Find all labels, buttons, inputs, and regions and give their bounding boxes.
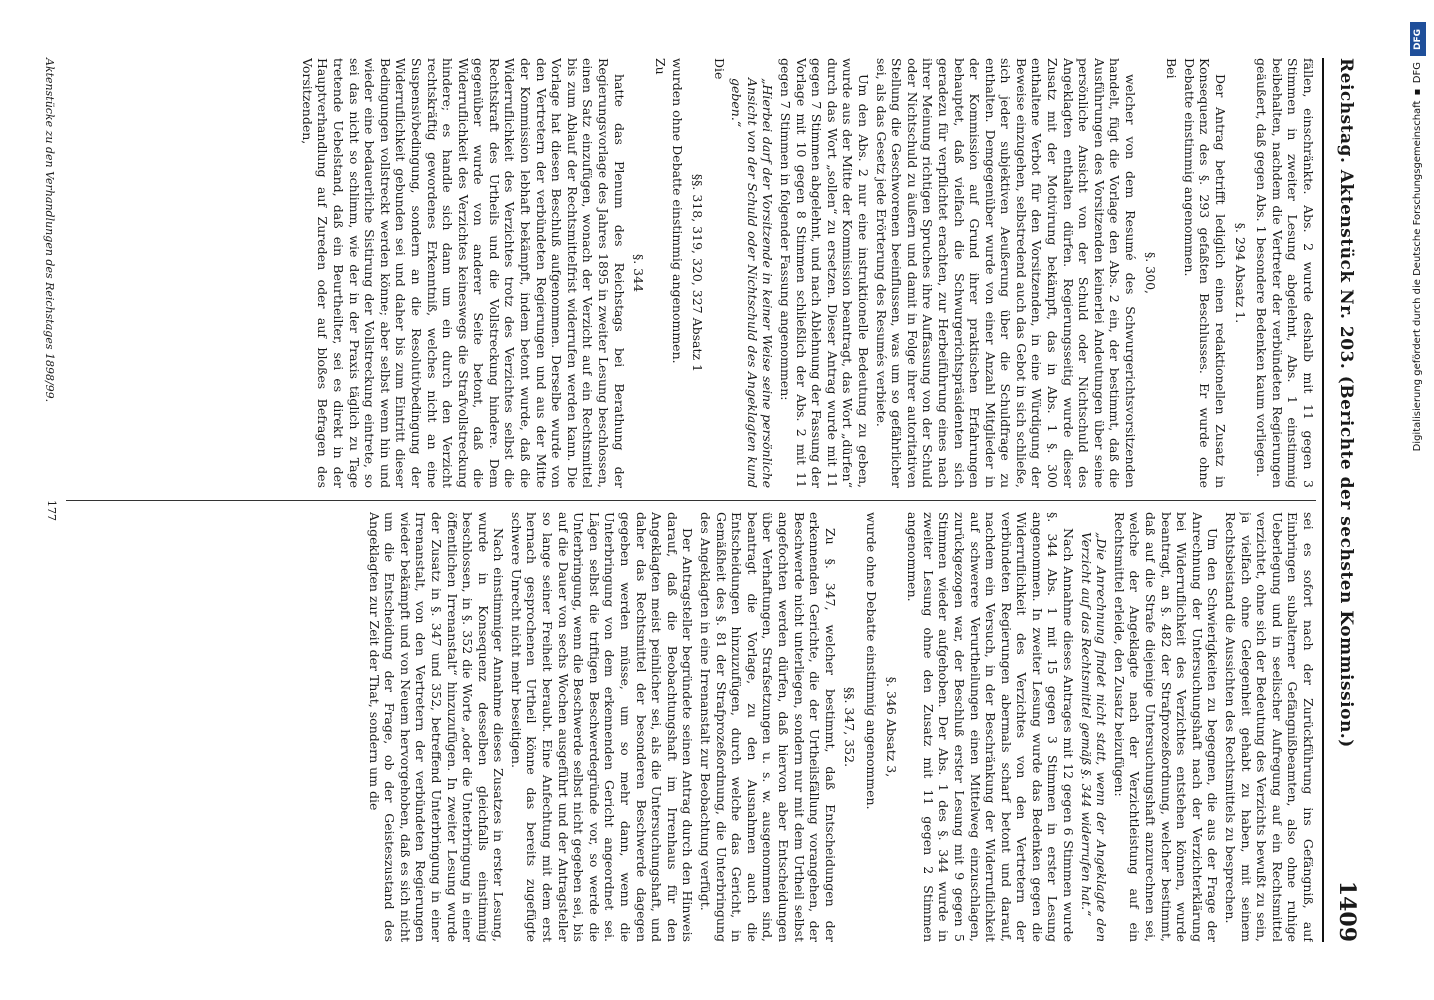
paragraph: Der Antragsteller begründete seinen Antrag durch den Hinweis darauf, daß die Beobachtungshaft im Irrenhaus für den Angeklagten meist peinlicher sei, als die Untersuchungshaft, und daher das Rechtsmittel der besonderen Beschwerde dagegen gegeben werden müsse, um so mehr dann, wenn die Unterbringung von dem erkennenden Gericht angeordnet sei. Lägen selbst die triftigen Beschwerdegründe vor, so werde die Unterbringung, wenn die Beschwerde selbst nicht gegeben sei, bis auf die Dauer von sechs Wochen ausgeführt und der Antragsteller so lange seiner Freiheit beraubt. Eine Anfechtung mit dem erst hernach gesprochenen Urtheil könne das bereits zugefügte schwere Unrecht nicht mehr beseitigen. xyxy=(508,512,696,942)
paragraph: wurden ohne Debatte einstimmig angenommen. xyxy=(670,58,686,364)
paragraph: Zu §. 347, welcher bestimmt, daß Entscheidungen der erkennenden Gerichte, die der Urtheilsfällung vorangehen, der Beschwerde nicht unterliegen, sondern nur mit dem Urtheil selbst angefochten werden dürfen, daß hiervon aber Entscheidungen über Verhaftungen, Strafsetzungen u. s. w. ausgenommen sind, beantragt die Vorlage, zu den Ausnahmen auch die Entscheidungen hinzuzufügen, durch welche das Gericht, in Gemäßheit des §. 81 der Strafprozeßordnung, die Unterbringung des Angeklagten in eine Irrenanstalt zur Beobachtung verfügt. xyxy=(698,512,838,942)
paragraph: welcher von dem Resumé des Schwurgerichtsvorsitzenden handelt, fügt die Vorlage den Abs. 2 ein, der bestimmt, daß die Ausführungen des Vorsitzenden keinerlei Andeutungen über seine persönliche Ansicht von der Schuld oder Nichtschuld des Angeklagten enthalten dürfen. Regierungsseitig wurde dieser Zusatz mit der Motivirung bekämpft, das in Abs. 1 §. 300 enthaltene Verbot für den Vorsitzenden, in eine Würdigung der Beweise einzugehen, selbstredend auch das Gebot in sich schließe, sich jeder subjektiven Aeußerung über die Schuldfrage zu enthalten. Demgegenüber wurde von einer Anzahl Mitglieder in der Kommission auf Grund ihrer praktischen Erfahrungen behauptet, daß vielfach die Schwurgerichtspräsidenten sich geradezu für verpflichtet erachten, zur Herbeiführung eines nach ihrer Meinung richtigen Spruches ihre Auffassung von der Schuld oder Nichtschuld zu äußern und damit in Folge ihrer autoritativen Stellung die Geschworenen beeinflussen, was um so gefährlicher sei, als das Gesetz jede Erörterung des Resumés verbiete. xyxy=(873,58,1139,488)
paragraph: sei es sofort nach der Zurückführung ins Gefängniß, auf Einbringen subalterner Gefängnißbeamten, also ohne ruhige Ueberlegung und in seelischer Aufregung auf ein Rechtsmittel verzichtet, ohne sich der Bedeutung des Verzichts bewußt zu sein, ja vielfach ohne Gelegenheit gehabt zu haben, mit seinem Rechtsbeistand die Aussichten des Rechtsmittels zu besprechen. xyxy=(1223,512,1316,942)
left-text-column xyxy=(66,58,1316,488)
page-number: 1409 xyxy=(1334,880,1360,942)
header-title: Reichstag. Aktenstück Nr. 203. (Berichte der sechsten Kommission.) xyxy=(1336,58,1356,748)
section-heading: §. 346 Absatz 3, xyxy=(883,676,899,778)
paragraph: Nach Annahme dieses Antrages mit 12 gegen 6 Stimmen wurde §. 344 Abs. 1 mit 15 gegen 3 Stimmen in erster Lesung angenommen. In zweiter Lesung wurde das Bedenken gegen die Widerruflichkeit des Verzichtes von den Vertretern der verbündeten Regierungen abermals scharf betont und darauf, nachdem ein Versuch, in der Beschränkung der Widerruflichkeit auf schwerere Verurtheilungen einen Mittelweg einzuschlagen, zurückgezogen war, der Beschluß erster Lesung mit 9 gegen 5 Stimmen wieder aufgehoben. Der Abs. 1 des §. 344 wurde in zweiter Lesung ohne den Zusatz mit 11 gegen 2 Stimmen angenommen. xyxy=(905,512,1077,942)
section-heading: §§. 347, 352. xyxy=(842,686,858,768)
paragraph: Um den Abs. 2 nur eine instruktionelle Bedeutung zu geben, wurde aus der Mitte der Kommission beantragt, das Wort „dürfen“ durch das Wort „sollen“ zu ersetzen. Dieser Antrag wurde mit 11 gegen 7 Stimmen abgelehnt, und nach Ablehnung der Fassung der Vorlage mit 10 gegen 8 Stimmen schließlich der Abs. 2 mit 11 gegen 7 Stimmen in folgender Fassung angenommen: xyxy=(778,58,871,488)
section-heading: §. 300, xyxy=(1142,251,1158,295)
section-heading: §. 294 Absatz 1. xyxy=(1232,222,1248,324)
paragraph: Die xyxy=(711,58,727,80)
footnote: Aktenstücke zu den Verhandlungen des Reichstages 1898/99. xyxy=(43,58,56,403)
paragraph: Bei xyxy=(1164,58,1180,79)
paragraph: hatte das Plenum des Reichstags bei Berathung der Regierungsvorlage des Jahres 1895 in zweiter Lesung beschlossen, einen Satz einzufügen, wonach der Verzicht auf ein Rechtsmittel bis zum Ablauf der Rechtsmittelfrist widerrufen werden kann. Die Vorlage hat diesen Beschluß aufgenommen. Derselbe wurde von den Vertretern der verbündeten Regierungen und aus der Mitte der Kommission lebhaft bekämpft, indem betont wurde, daß die Widerruflichkeit des Verzichtes trotz des Verzichtes selbst die Rechtskraft des Urtheils und die Vollstreckung hindere. Dem gegenüber wurde von anderer Seite betont, daß die Widerruflichkeit des Verzichtes keineswegs die Strafvollstreckung hindere; es handle sich dann um ein durch den Verzicht rechtskräftig gewordenes Erkenntniß, welches nicht an eine Suspensivbedingung, sondern an die Resolutivbedingung der Widerruflichkeit gebunden sei und daher bis zum Eintritt dieser Bedingungen vollstreckt werden könne; aber selbst wenn hin und wieder eine bedauerliche Sistirung der Vollstreckung eintrete, so sei das nicht so schlimm, wie der in der Praxis täglich zu Tage tretende Uebelstand, daß ein Beurtheilter, sei es direkt in der Hauptverhandlung auf Zureden oder auf bloßes Befragen des Vorsitzenden, xyxy=(299,58,627,488)
right-text-column xyxy=(66,512,1316,942)
paragraph: wurde ohne Debatte einstimmig angenommen. xyxy=(863,512,879,810)
paragraph: Der Antrag betrifft lediglich einen redaktionellen Zusatz in Konsequenz des §. 293 gefaßten Beschlusses. Er wurde ohne Debatte einstimmig angenommen. xyxy=(1181,58,1229,488)
paragraph: „Die Anrechnung findet nicht statt, wenn der Angeklagte den Verzicht auf das Rechtsmittel gemäß §. 344 widerrufen hat.“ xyxy=(1078,532,1110,942)
sheet-number: 177 xyxy=(45,500,58,521)
paragraph: fällen, einschränkte. Abs. 2 wurde deshalb mit 11 gegen 3 Stimmen in zweiter Lesung abgelehnt, Abs. 1 einstimmig beibehalten, nachdem die Vertreter der verbündeten Regierungen geäußert, daß gegen Abs. 1 besondere Bedenken kaum vorliegen. xyxy=(1254,58,1316,488)
paragraph: „Hierbei darf der Vorsitzende in keiner Weise seine persönliche Ansicht von der Schuld oder Nichtschuld des Angeklagten kund geben.“ xyxy=(729,78,776,488)
digitization-credit: Digitalisierung gefördert durch die Deutsche Forschungsgemeinschaft ▪ DFG xyxy=(1412,62,1423,452)
paragraph: Um den Schwierigkeiten zu begegnen, die aus der Frage der Anrechnung der Untersuchungshaft nach der Verzichterklärung bei Widerruflichkeit des Verzichtes entstehen können, wurde beantragt, an §. 482 der Strafprozeßordnung, welcher bestimmt, daß auf die Strafe diejenige Untersuchungshaft anzurechnen sei, welche der Angeklagte nach der Verzichtleistung auf ein Rechtsmittel erleide, den Zusatz beizufügen: xyxy=(1111,512,1221,942)
digitization-sidebar xyxy=(1404,20,1434,980)
paragraph: Zu xyxy=(652,58,668,75)
column-divider xyxy=(66,500,1316,501)
paragraph: Nach einstimmiger Annahme dieses Zusatzes in erster Lesung, wurde in Konsequenz desselben gleichfalls einstimmig beschlossen, in §. 352 die Worte „oder die Unterbringung in einer öffentlichen Irrenanstalt“ hinzuzufügen. In zweiter Lesung wurde der Zusatz in §. 347 und 352, betreffend Unterbringung in einer Irrenanstalt, von den Vertretern der verbündeten Regierungen wieder bekämpft und von Neuem hervorgehoben, daß es sich nicht um die Entscheidung der Frage, ob der Geisteszustand des Angeklagten zur Zeit der That, sondern um die xyxy=(366,512,507,942)
running-header xyxy=(1322,58,1364,942)
rotated-document-page xyxy=(0,40,1374,960)
section-heading: §§. 318, 319, 320, 327 Absatz 1 xyxy=(690,173,706,373)
dfg-logo: DFG xyxy=(1410,22,1426,56)
section-heading: §. 344 xyxy=(631,253,647,293)
